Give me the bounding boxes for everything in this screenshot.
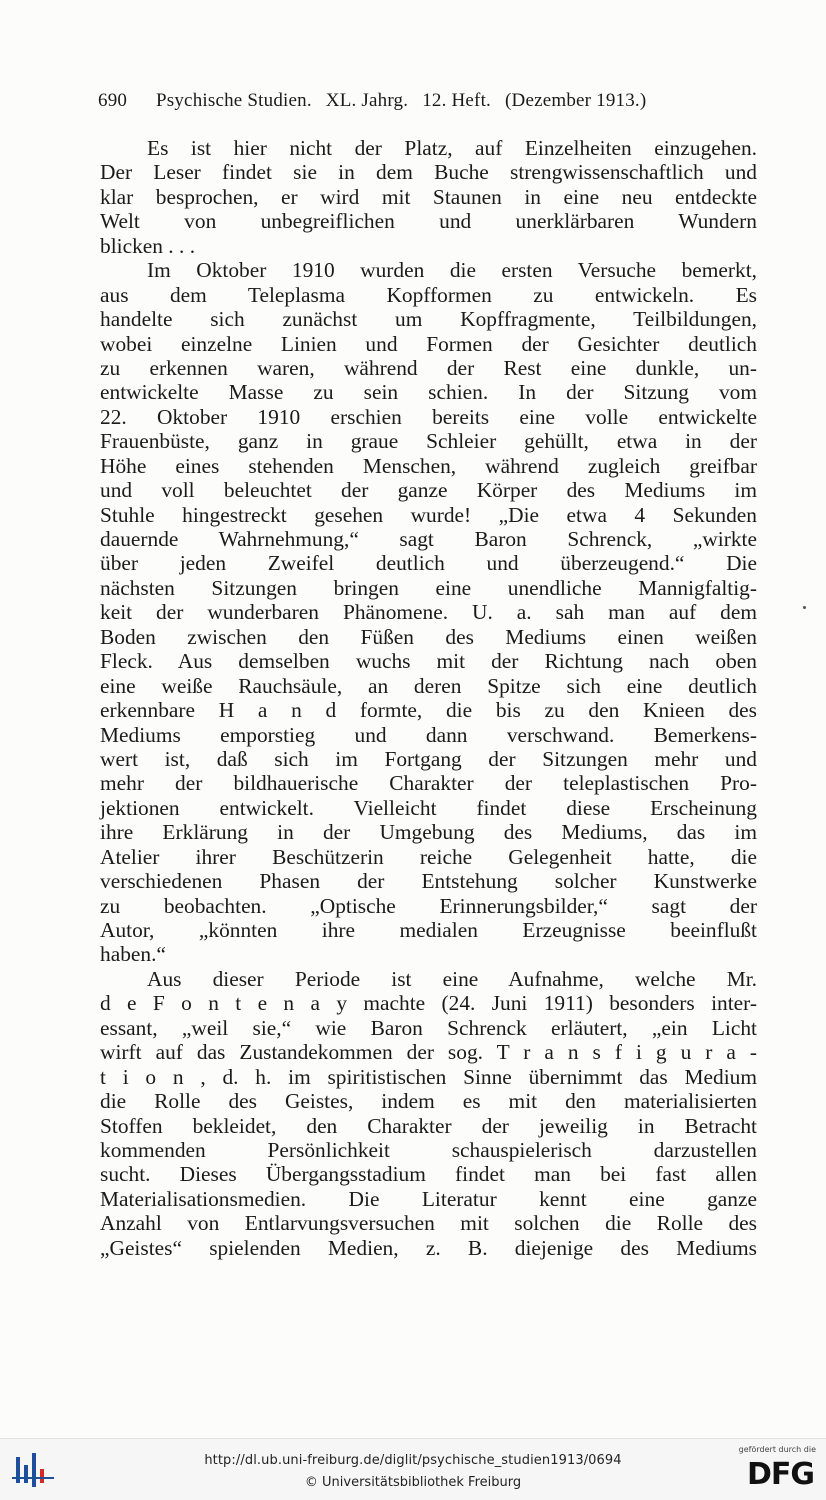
body-text: [100, 136, 757, 1260]
volume-year: XL. Jahrg.: [325, 90, 409, 111]
text-line: Stuhle hingestreckt gesehen wurde! „Die etwa 4 Sekunden: [100, 502, 757, 527]
text-line: ihre Erklärung in der Umgebung des Mediums, das im: [100, 820, 757, 845]
text-line: Stoffen bekleidet, den Charakter der jeweilig in Betracht: [100, 1113, 757, 1138]
text-line: haben.“: [100, 942, 166, 967]
text-line: Es ist hier nicht der Platz, auf Einzelheiten einzugehen.: [147, 136, 757, 160]
text-line: erkennbare H a n d formte, die bis zu den Knieen des: [100, 698, 757, 723]
text-line: zu erkennen waren, während der Rest eine dunkle, un-: [100, 355, 757, 380]
page-number: 690: [98, 90, 128, 111]
viewer-footer: [0, 1438, 826, 1500]
text-line: dauernde Wahrnehmung,“ sagt Baron Schrenck, „wirkte: [100, 527, 757, 551]
text-line: Im Oktober 1910 wurden die ersten Versuche bemerkt,: [147, 258, 757, 283]
text-line: und voll beleuchtet der ganze Körper des Mediums im: [100, 478, 757, 503]
text-line: aus dem Teleplasma Kopfformen zu entwickeln. Es: [100, 282, 757, 307]
dfg-logo[interactable]: DFG: [746, 1457, 814, 1492]
text-line: Aus dieser Periode ist eine Aufnahme, welche Mr.: [147, 966, 757, 991]
copyright-notice: © Universitätsbibliothek Freiburg: [304, 1475, 522, 1490]
text-line: d e F o n t e n a y machte (24. Juni 1911) besonders inter-: [100, 991, 757, 1016]
text-line: Autor, „könnten ihre medialen Erzeugnisse beeinflußt: [100, 918, 757, 942]
text-line: Materialisationsmedien. Die Literatur kennt eine ganze: [100, 1186, 757, 1211]
text-line: keit der wunderbaren Phänomene. U. a. sah man auf dem: [100, 600, 757, 625]
text-line: handelte sich zunächst um Kopffragmente, Teilbildungen,: [100, 307, 757, 332]
text-line: über jeden Zweifel deutlich und überzeugend.“ Die: [100, 551, 757, 576]
text-line: essant, „weil sie,“ wie Baron Schrenck erläutert, „ein Licht: [100, 1015, 757, 1040]
text-line: Mediums emporstieg und dann verschwand. Bemerkens-: [100, 722, 757, 747]
text-line: entwickelte Masse zu sein schien. In der Sitzung vom: [100, 380, 757, 405]
text-line: Boden zwischen den Füßen des Mediums einen weißen: [100, 624, 757, 649]
text-line: Welt von unbegreiflichen und unerklärbaren Wundern: [100, 209, 757, 234]
text-line: Der Leser findet sie in dem Buche strengwissenschaftlich und: [100, 160, 757, 185]
text-line: Anzahl von Entlarvungsversuchen mit solchen die Rolle des: [100, 1211, 757, 1236]
margin-speck: [803, 606, 806, 609]
running-header: [98, 90, 758, 112]
funding-note: gefördert durch die: [738, 1445, 816, 1454]
text-line: klar besprochen, er wird mit Staunen in eine neu entdeckte: [100, 184, 757, 209]
text-line: sucht. Dieses Übergangsstadium findet man bei fast allen: [100, 1162, 757, 1187]
text-line: nächsten Sitzungen bringen eine unendliche Mannigfaltig-: [100, 575, 757, 600]
text-line: t i o n , d. h. im spiritistischen Sinne übernimmt das Medium: [100, 1064, 757, 1089]
text-line: „Geistes“ spielenden Medien, z. B. diejenige des Mediums: [100, 1235, 757, 1260]
issue-date: (Dezember 1913.): [505, 90, 647, 111]
text-line: wirft auf das Zustandekommen der sog. T r a n s f i g u r a -: [100, 1040, 757, 1065]
text-line: 22. Oktober 1910 erschien bereits eine volle entwickelte: [100, 404, 757, 429]
text-line: Atelier ihrer Beschützerin reiche Gelegenheit hatte, die: [100, 844, 757, 869]
text-line: zu beobachten. „Optische Erinnerungsbilder,“ sagt der: [100, 893, 757, 918]
text-line: eine weiße Rauchsäule, an deren Spitze sich eine deutlich: [100, 673, 757, 698]
issue-number: 12. Heft.: [422, 90, 491, 111]
text-line: wobei einzelne Linien und Formen der Gesichter deutlich: [100, 331, 757, 356]
permalink-url[interactable]: http://dl.ub.uni-freiburg.de/diglit/psychische_studien1913/0694: [204, 1453, 622, 1468]
text-line: blicken . . .: [100, 233, 196, 258]
text-line: wert ist, daß sich im Fortgang der Sitzungen mehr und: [100, 746, 757, 771]
text-line: Frauenbüste, ganz in graue Schleier gehüllt, etwa in der: [100, 429, 757, 454]
text-line: die Rolle des Geistes, indem es mit den materialisierten: [100, 1089, 757, 1114]
text-line: kommenden Persönlichkeit schauspielerisch darzustellen: [100, 1137, 757, 1162]
text-line: mehr der bildhauerische Charakter der teleplastischen Pro-: [100, 771, 757, 796]
text-line: verschiedenen Phasen der Entstehung solcher Kunstwerke: [100, 869, 757, 894]
text-line: jektionen entwickelt. Vielleicht findet diese Erscheinung: [100, 795, 757, 820]
text-line: Fleck. Aus demselben wuchs mit der Richtung nach oben: [100, 649, 757, 674]
text-line: Höhe eines stehenden Menschen, während zugleich greifbar: [100, 453, 757, 478]
journal-title: Psychische Studien.: [156, 90, 312, 111]
